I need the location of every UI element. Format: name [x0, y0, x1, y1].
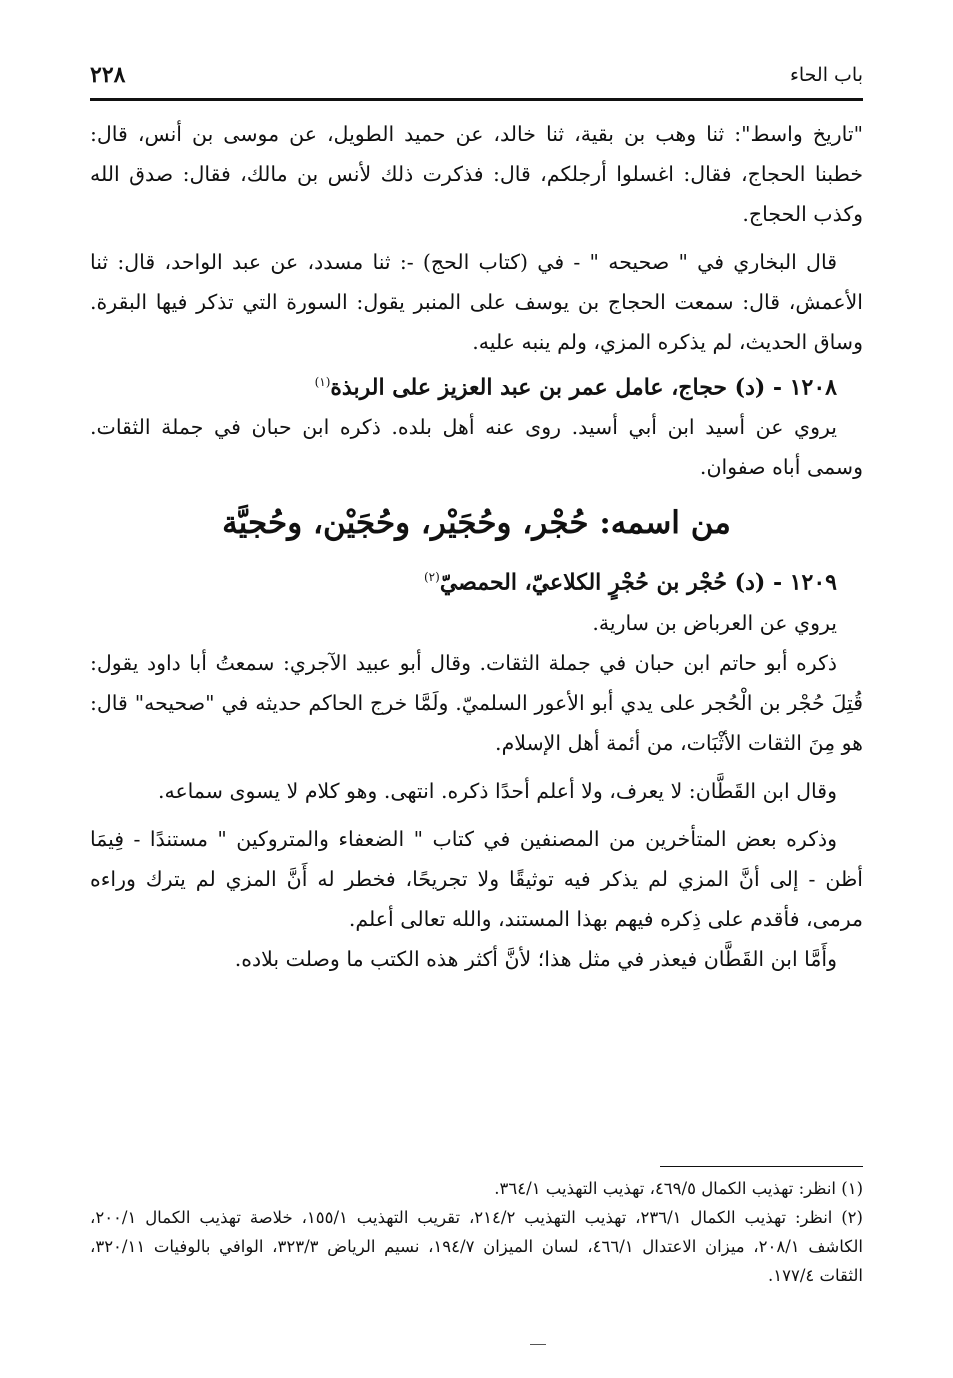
main-text — [90, 114, 863, 979]
entry-heading-text: ١٢٠٩ - (د) حُجْر بن حُجْرٍ الكلاعيّ، الحمصيّ — [439, 569, 837, 596]
section-title: من اسمه: حُجْر، وحُجَيْر، وحُجَيْن، وحُجيَّة — [222, 505, 731, 542]
entry-heading-1209 — [90, 557, 863, 602]
paragraph: "تاريخ واسط": ثنا وهب بن بقية، ثنا خالد، عن حميد الطويل، عن موسى بن أنس، قال: خطبنا الحجاج، فقال: اغسلوا أرجلكم، قال: فذكرت ذلك لأنس بن مالك، فقال: صدق الله وكذب الحجاج. — [90, 122, 863, 226]
paragraph: قال البخاري في " صحيحه " - في (كتاب الحج) -: ثنا مسدد، عن عبد الواحد، قال: ثنا الأعمش، قال: سمعت الحجاج بن يوسف على المنبر يقول: السورة التي تذكر فيها البقرة. وساق الحديث، لم يذكره المزي، ولم ينبه عليه. — [90, 250, 863, 354]
footnote-2: (٢) انظر: تهذيب الكمال ٢٣٦/١، تهذيب التهذيب ٢١٤/٢، تقريب التهذيب ١٥٥/١، خلاصة تهذيب الكمال ٢٠٠/١، الكاشف ٢٠٨/١، ميزان الاعتدال ٤٦٦/١، لسان الميزان ١٩٤/٧، نسيم الرياض ٣٢٣/٣، الوافي بالوفيات ٣٢٠/١١، الثقات ١٧٧/٤. — [90, 1208, 863, 1285]
footnotes — [90, 1174, 863, 1290]
paragraph: وذكره بعض المتأخرين من المصنفين في كتاب " الضعفاء والمتروكين " مستندًا - فِيمَا أظن - إلى أنَّ المزي لم يذكر فيه توثيقًا ولا تجريحًا، فخطر له أَنَّ المزي لم يترك وراءه مرمى، فأقدم على ذِكره فيهم بهذا المستند، والله تعالى أعلم. — [90, 826, 863, 931]
paragraph: وقال ابن القَطَّان: لا يعرف، ولا أعلم أحدًا ذكره. انتهى. وهو كلام لا يسوى سماعه. — [157, 778, 837, 803]
entry-heading-text: ١٢٠٨ - (د) حجاج، عامل عمر بن عبد العزيز على الربذة — [330, 374, 837, 401]
paragraph: يروي عن أسيد ابن أبي أسيد. روى عنه أهل بلده. ذكره ابن حبان في جملة الثقات. وسمى أباه صفوان. — [90, 415, 863, 480]
footnote-divider — [660, 1166, 863, 1167]
chapter-title: باب الحاء — [789, 64, 863, 86]
paragraph: يروي عن العرباض بن سارية. — [592, 610, 837, 635]
paragraph: ذكره أبو حاتم ابن حبان في جملة الثقات. وقال أبو عبيد الآجري: سمعتُ أبا داود يقول: قُتِلَ حُجْر بن الْحُجر على يدي أبو الأعور السلميّ. ولَمَّا خرج الحاكم حديثه في "صحيحه" قال: هو مِنَ الثقات الأثْبَات، من أئمة أهل الإسلام. — [90, 650, 863, 755]
footnote-1: (١) انظر: تهذيب الكمال ٤٦٩/٥، تهذيب التهذيب ٣٦٤/١. — [494, 1179, 863, 1198]
page-number: ٢٢٨ — [90, 62, 126, 88]
footnote-ref: (٢) — [423, 570, 440, 585]
footnote-ref: (١) — [314, 375, 331, 389]
paragraph: وأَمَّا ابن القَطَّان فيعذر في مثل هذا؛ لأنَّ أكثر هذه الكتب ما وصلت بلاده. — [234, 946, 837, 971]
running-header — [90, 58, 863, 101]
entry-heading-1208 — [90, 362, 863, 407]
page-bottom-mark — [530, 1344, 546, 1345]
